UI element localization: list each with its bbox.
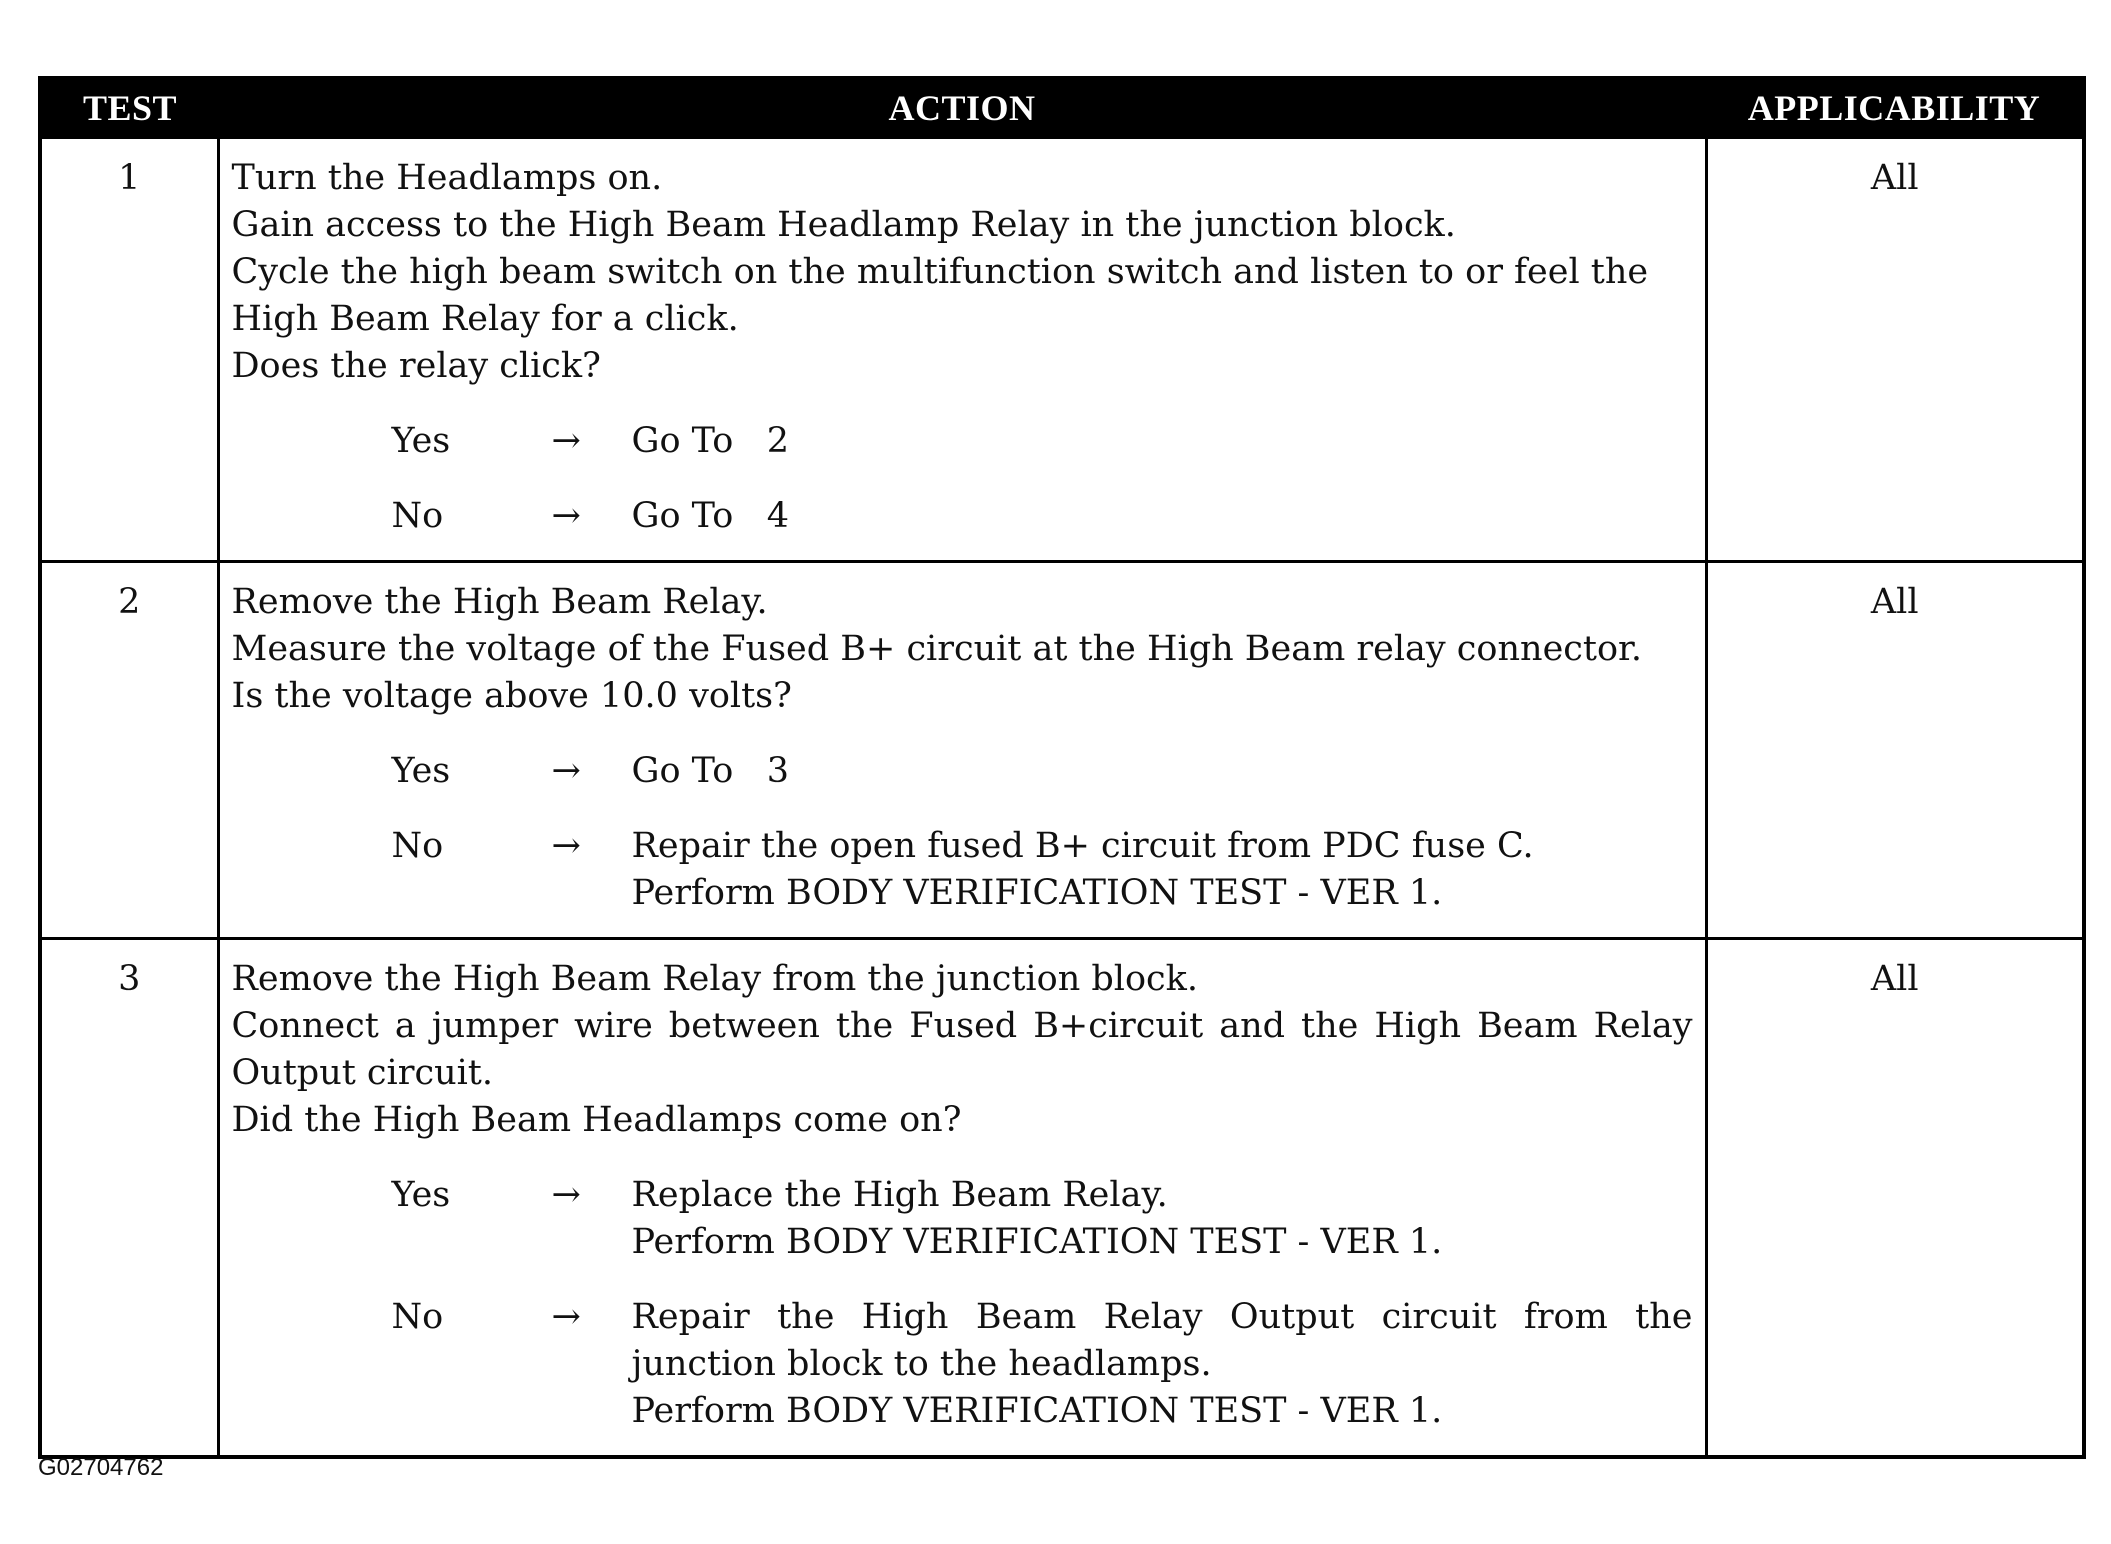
yes-label: Yes — [391, 751, 451, 791]
yes-result — [632, 1172, 1693, 1266]
result-line: Perform BODY VERIFICATION TEST - VER 1. — [631, 873, 1443, 913]
result-line: Perform BODY VERIFICATION TEST - VER 1. — [631, 1391, 1443, 1431]
test-number: 3 — [40, 939, 218, 1458]
diagnostic-test-table — [38, 76, 2086, 1459]
yes-outcome — [232, 748, 1693, 795]
yes-outcome — [232, 1172, 1693, 1266]
arrow-icon: → — [551, 1297, 581, 1337]
yes-outcome — [232, 418, 1693, 465]
result-line: Go To 2 — [631, 421, 789, 461]
result-line: Replace the High Beam Relay. — [631, 1175, 1168, 1215]
arrow-icon: → — [551, 751, 581, 791]
yes-result — [632, 748, 1693, 795]
action-cell — [218, 939, 1706, 1458]
result-line: Perform BODY VERIFICATION TEST - VER 1. — [631, 1222, 1443, 1262]
action-cell — [218, 562, 1706, 939]
no-result — [632, 823, 1693, 917]
table-row — [40, 939, 2084, 1458]
action-step: Is the voltage above 10.0 volts? — [231, 676, 792, 716]
action-step: Remove the High Beam Relay from the junction block. — [231, 959, 1198, 999]
action-step: Measure the voltage of the Fused B+ circuit at the High Beam relay connector. — [231, 629, 1643, 669]
no-label: No — [391, 496, 444, 536]
action-step: Gain access to the High Beam Headlamp Relay in the junction block. — [231, 205, 1456, 245]
table-row — [40, 138, 2084, 562]
result-line: Go To 4 — [631, 496, 789, 536]
applicability-value: All — [1706, 562, 2084, 939]
action-step: Turn the Headlamps on. — [231, 158, 663, 198]
test-number: 1 — [40, 138, 218, 562]
no-label: No — [391, 826, 444, 866]
arrow-icon: → — [551, 421, 581, 461]
action-step: Connect a jumper wire between the Fused B+circuit and the High Beam Relay Output circuit. — [231, 1006, 1693, 1093]
yes-label: Yes — [391, 1175, 451, 1215]
yes-result — [632, 418, 1693, 465]
table-row — [40, 562, 2084, 939]
result-line: Repair the High Beam Relay Output circuit from the junction block to the headlamps. — [631, 1297, 1693, 1384]
no-label: No — [391, 1297, 444, 1337]
header-action: ACTION — [218, 78, 1706, 138]
test-number: 2 — [40, 562, 218, 939]
result-line: Go To 3 — [631, 751, 789, 791]
result-line: Repair the open fused B+ circuit from PDC fuse C. — [631, 826, 1534, 866]
action-step: Remove the High Beam Relay. — [231, 582, 768, 622]
action-step: Did the High Beam Headlamps come on? — [231, 1100, 962, 1140]
arrow-icon: → — [551, 496, 581, 536]
action-step: Does the relay click? — [231, 346, 601, 386]
no-outcome — [232, 493, 1693, 540]
no-outcome — [232, 823, 1693, 917]
no-result — [632, 493, 1693, 540]
figure-id: G02704762 — [38, 1454, 164, 1481]
no-result — [632, 1294, 1693, 1435]
header-applicability: APPLICABILITY — [1706, 78, 2084, 138]
applicability-value: All — [1706, 138, 2084, 562]
action-cell — [218, 138, 1706, 562]
applicability-value: All — [1706, 939, 2084, 1458]
arrow-icon: → — [551, 1175, 581, 1215]
table-header-row — [40, 78, 2084, 138]
header-test: TEST — [40, 78, 218, 138]
no-outcome — [232, 1294, 1693, 1435]
action-step: Cycle the high beam switch on the multifunction switch and listen to or feel the High Beam Relay for a click. — [231, 252, 1649, 339]
yes-label: Yes — [391, 421, 451, 461]
arrow-icon: → — [551, 826, 581, 866]
